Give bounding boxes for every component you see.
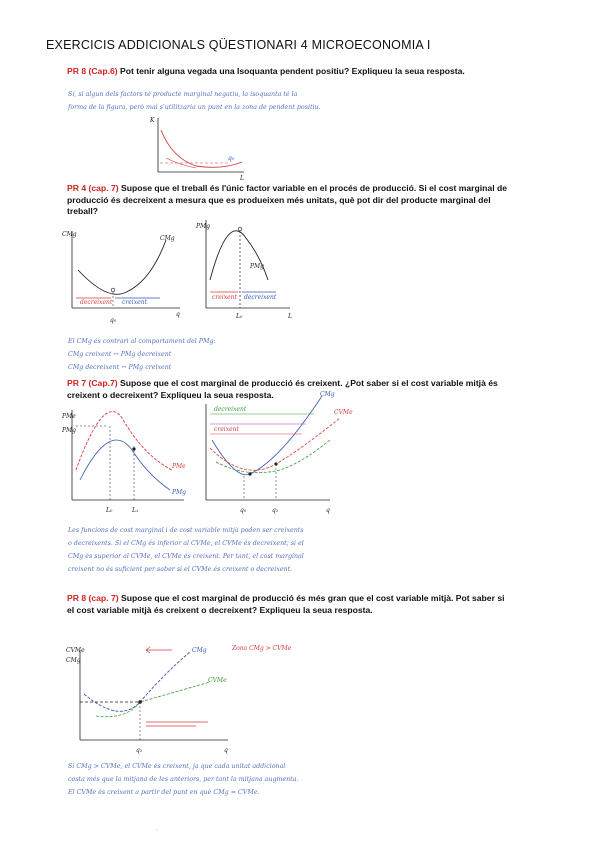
- isoquant-label: q₀: [228, 155, 235, 162]
- question-id: PR 4 (cap. 7): [67, 183, 119, 193]
- axis-label-pme: PMe: [62, 413, 76, 420]
- label-creixent-pmg: creixent: [212, 294, 237, 301]
- isoquant-graph: [149, 117, 244, 182]
- answer-line: CMg creixent ↔ PMg decreixent: [68, 351, 172, 358]
- answer-line: Les funcions de cost marginal i de cost variable mitjà poden ser creixents: [68, 527, 304, 534]
- axis-label-q0-3: q₀: [240, 507, 247, 514]
- label-decreixent: decreixent: [80, 299, 113, 306]
- answer-line: El CVMe és creixent a partir del punt en què CMg = CVMe.: [68, 789, 260, 796]
- axis-label-l0: L₀: [236, 313, 243, 320]
- curve-label-cvme: CVMe: [334, 409, 353, 416]
- pmg-graph: [195, 220, 292, 320]
- question-text: Supose que el cost marginal de producció és creixent. ¿Pot saber si el cost variable mitjà és creixent o decreixent? Expliqueu la seua resposta.: [67, 378, 498, 400]
- question-text: Supose que el cost marginal de producció és més gran que el cost variable mitjà. Pot saber si el cost variable mitjà és creixent o decreixent? Expliqueu la seua resposta.: [67, 593, 505, 615]
- axis-label-pmg-2: PMg: [62, 427, 77, 434]
- answer-line: CMg decreixent ↔ PMg creixent: [68, 364, 172, 371]
- axis-label-q: q: [176, 311, 180, 318]
- page-title: EXERCICIS ADDICIONALS QÜESTIONARI 4 MICROECONOMIA I: [46, 38, 431, 52]
- axis-label-cvme-4: CVMe: [66, 647, 85, 654]
- footer-mark: .: [156, 826, 158, 832]
- axis-label-q1: q₁: [272, 507, 279, 514]
- cvme-cmg-graph: [66, 645, 292, 754]
- label-creixent: creixent: [122, 299, 147, 306]
- curve-label-cmg-4: CMg: [192, 647, 207, 654]
- curve-label-pmg-2: PMg: [172, 489, 187, 496]
- axis-label-cmg-4: CMg: [66, 657, 81, 664]
- label-decreixent-pmg: decreixent: [244, 294, 277, 301]
- axis-label-q1-4: q₁: [136, 747, 143, 754]
- answer-line: Si CMg > CVMe, el CVMe és creixent, ja que cada unitat addicional: [68, 763, 286, 770]
- answer-line: o decreixents. Si el CMg és inferior al CVMe, el CVMe és decreixent; si el: [68, 540, 304, 547]
- axis-label-pmg: PMg: [196, 223, 211, 230]
- question-id: PR 8 (Cap.6): [67, 66, 118, 76]
- answer-line: costa més que la mitjana de les anteriors, per tant la mitjana augmenta.: [68, 776, 299, 783]
- cmg-graph: [62, 231, 180, 324]
- label-decreixent-3: decreixent: [214, 406, 247, 413]
- answer-line: creixent no és suficient per saber si el CVMe és creixent o decreixent.: [68, 566, 293, 573]
- answer-line: forma de la figura, però mai s'utilitzaria un punt en la zona de pendent positiu.: [68, 104, 321, 111]
- axis-label-l0-2: L₀: [106, 507, 113, 514]
- answer-line: CMg és superior al CVMe, el CVMe és creixent. Per tant, el cost marginal: [68, 553, 304, 560]
- zone-label: Zona CMg > CVMe: [232, 645, 292, 652]
- answer-line: El CMg és contrari al comportament del PMg:: [68, 338, 216, 345]
- axis-label-cmg: CMg: [62, 231, 77, 238]
- answer-line: Sí, si algun dels factors té producte marginal negatiu, la isoquanta té la: [68, 91, 298, 98]
- curve-label-pme: PMe: [172, 463, 186, 470]
- axis-label-q-4: q: [224, 747, 228, 754]
- axis-label-l: L: [240, 175, 244, 182]
- curve-label-cmg: CMg: [160, 235, 175, 242]
- question-id: PR 7 (Cap.7): [67, 378, 118, 388]
- axis-label-k: K: [150, 117, 155, 124]
- axis-label-q0: q₀: [110, 317, 117, 324]
- axis-label-q-3: q: [326, 507, 330, 514]
- question-text: Pot tenir alguna vegada una Isoquanta pendent positiu? Expliqueu la seua resposta.: [117, 66, 465, 76]
- label-creixent-3: creixent: [214, 426, 239, 433]
- curve-label-cvme-4: CVMe: [208, 677, 227, 684]
- axis-label-l: L: [288, 313, 292, 320]
- question-id: PR 8 (cap. 7): [67, 593, 119, 603]
- axis-label-l1: L₁: [132, 507, 139, 514]
- curve-label-cmg-3: CMg: [320, 391, 335, 398]
- pme-pmg-graph: [61, 410, 186, 514]
- question-text: Supose que el treball és l'únic factor variable en el procés de producció. Si el cost marginal de producció és decreixent a mesura que es produeixen més unitats, què pot dir del producte marginal del treball?: [67, 183, 507, 216]
- cmg-cvme-graph: [206, 391, 353, 514]
- curve-label-pmg: PMg: [250, 263, 265, 270]
